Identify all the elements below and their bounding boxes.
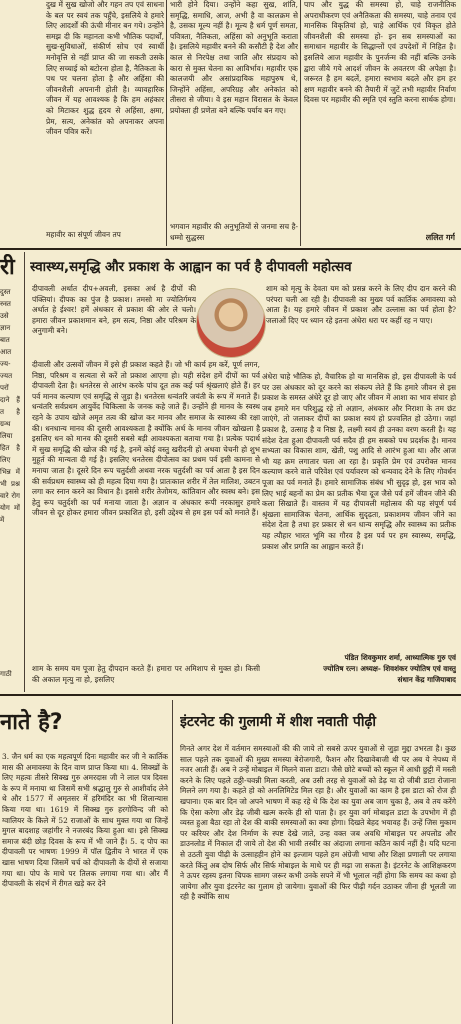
column-divider xyxy=(172,700,173,1024)
column-divider xyxy=(166,0,167,246)
article-col-right-top: शाम को मृत्यु के देवता यम को प्रसन्न करने के लिए दीप दान करने की परंपरा चली आ रही है। दीपावली का मुख्य पर्व कार्तिक अमावस्या को आता है। यह हमारे जीवन में प्रकाश और उल्लास का पर्व होता है? जलाओं दिए पर ध्यान रहे इतना अंधेरा धरा पर कहीं रह न पाए। xyxy=(266,284,456,325)
top-col1-text: दुख में सुख खोजो और गहन तप एवं साधना के बल पर स्वयं तक पहुँचे, इसलिये वे हमारे लिए आदर्शों की ऊंची मीनार बन गये। उन्होंने समझ दी कि महानता कभी भौतिक पदार्थों, सुख-सुविधाओं, संकीर्ण सोच एवं स्वार्थी मनोवृत्ति से नहीं प्राप्त की जा सकती उसके लिए सच्चाई को बटोरना होता है, नैतिकता के पथ पर चलना होता है और अहिंसा की जीवनशैली अपनानी होती है। व्यावहारिक जीवन में यह आवश्यक है कि हम अहंकार को मिटाकर शुद्ध हृदय से अहिंसा, क्षमा, प्रेम, सत्य, अनेकांत को अपनाकर अपना जीवन पवित्र करें। xyxy=(46,0,164,137)
article-headline: स्वास्थ्य,समृद्धि और प्रकाश के आह्वान का पर्व है दीपावली महोत्सव xyxy=(30,260,352,275)
top-article-col1 xyxy=(46,0,164,228)
author-credit-line2: ज्योतिष रत्न। अध्यक्ष- शिवशंकर ज्योतिष एवं वास्तु xyxy=(323,664,456,673)
left-strip-heading: री xyxy=(0,255,15,280)
article-col-left-intro: दीपावली अर्थात दीप+अवली, इसका अर्थ है दीपों की पंक्तियां। दीपक का पुंज है प्रकाश। तमसो मा ज्योतिर्गमय अर्थात हे ईश्वर! हमें अंधकार से प्रकाश की ओर ले चलो। हमारा जीवन प्रकाशमान बने, हम सत्य, निष्ठा और परिश्रम के अनुगामी बने। xyxy=(32,284,196,336)
section-divider xyxy=(0,694,461,696)
author-photo xyxy=(196,288,266,358)
left-strip-end: गाठी xyxy=(0,670,12,678)
top-article-col2 xyxy=(170,0,298,218)
top-col2-text: भारी होने दिया। उन्होंने कहा सुख, शांति, समृद्धि, समाधि, आज, अभी है वा कालक्रम से है, उसका मूल्य नहीं है। मूल्य है धर्म पूर्ण समता, पवित्रता, नैतिकता, अहिंसा को अनुभूति कराता है। इसलिये महावीर बनने की कसौटी है देश और काल से निरपेक्ष तथा जाति और संप्रदाय को कारा से मुक्त चेतना का आविर्भाव। महावीर एक कालजयी और असांप्रदायिक महापुरुष थे, जिन्होंने अहिंसा, अपरिग्रह और अनेकांत को तीसरा से जीया। वे इस महान विरासत के केवल प्रयोक्ता ही प्रणेता बने बल्कि पर्याय बन गए। xyxy=(170,0,298,115)
bottom-right-headline: इंटरनेट की गुलामी में शीश नवाती पीढ़ी xyxy=(180,714,377,730)
top-col3-text: पाप और युद्ध की समस्या हो, चाहे राजनीतिक अपराधीकरण एवं अनैतिकता की समस्या, चाहे तनाव एवं मानसिक विकृतियां हो, चाहे आर्थिक एवं विकृत होते जीवनशैली की समस्या हो- इन सब समस्याओं का समाधान महावीर के सिद्धान्तों एवं उपदेशों में निहित है। इसलिये आज महावीर के पुनर्जन्म की नहीं बल्कि उनके द्वारा जीये गये आदर्श जीवन के अवतरण की अपेक्षा है। जरूरत है हम बदलें, हमारा स्वभाव बदले और हम हर क्षण महावीर बनने की तैयारी में जुटें तभी महावीर निर्वाण दिवस पर महावीर की स्मृति एवं स्तुति करना सार्थक होगा। xyxy=(304,0,456,105)
top-article-col2-end: भगवान महावीर की अनुभूतियों से जनमा सच है-धम्मो सुद्धस्स xyxy=(170,222,298,242)
column-divider xyxy=(300,0,301,246)
author-credit xyxy=(262,652,456,685)
article-col-right: अंधेरा चाहे भौतिक हो, वैचारिक हो या मानसिक हो, इस दीपावली के पर्व पर उस अंधकार को दूर करने का संकल्प लेते हैं कि हमारे जीवन से इस प्रकाश के समस्त अंधेरे दूर हो जाए और जीवन में आशा का भाव संचार हो जब हमारे मन परिशुद्ध रहे तो अज्ञान, अंधकार और निराशा के तम छंट जाएंगे, तो जलाकर दीपों का प्रकाश स्वयं हो प्रज्वलित हो उठेगा। जहां प्रकाश है, उत्साह है व निष्ठा है, लक्ष्मी स्वयं ही उनका वरण करती है। यह संदेश देता हुआ दीपावली पर्व सदैव ही हम सबको पथ प्रदर्शक है। मानव सभ्यता का विकास शाम, खेती, पशु आदि से आरंभ हुआ था। और आज भी यह क्रम लगातार चला आ रहा है। प्रकृति प्रेम एवं उपरोक्त मानव कल्याण करने वाले परिवेश एवं पर्यावरण को धन्यवाद देने के लिए गोवर्धन पूजा का पर्व मनाते हैं। हमारे सामाजिक संबंध भी सुदृढ़ हो, इस भाव को लिए भाई बहनों का प्रेम का प्रतीक भैया दूज जैसे पर्व हमें जीवन जीने की कला सिखाते हैं। वास्तव में यह दीपावली महोत्सव की यह संपूर्ण पर्व श्रृंखला सामाजिक चेतना, आर्थिक सुदृढ़ता, प्रकाशमय जीवन जीने का संदेश देता है तथा हर प्रकार से धन धान्य समृद्धि और स्वास्थ्य का प्रतीक यह त्यौहार भारत भूमि का गौरव है इस पर्व पर हम स्वास्थ्य, समृद्धि, प्रकाश और प्रगति का आह्वान करते हैं। xyxy=(262,372,456,551)
author-credit-line1: पंडित शिवकुमार शर्मा, आध्यात्मिक गुरु एवं xyxy=(344,653,456,662)
bottom-right-text: गिनते अगर देश में वर्तमान समस्याओं की की जाये तो सबसे ऊपर युवाओं से जुड़ा मुद्दा उभरता है। कुछ साल पहले तक युवाओं की मुख्य समस्या बेरोजगारी, फैशन और दिखावेबाजी थी पर अब ये नेपथ्य में नजर आती हैं। अब ने उन्हें मोबाइल में मिलने वाला डाटा। जैसे छोटे बच्चों को स्कूल में आधी छुट्टी में मस्ती करने के लिए पहले ठठ्ठी-चवन्नी मिला करती, अब उसी तरह से युवाओं को डेढ़ या दो जीबी डाटा रोजाना मिलने लग गया है। कहते हो को अनलिमिटेड मिल रहा है। और युवाओं का काम है इस डाटा को रोज ही खपाना। एक बार दिन जो अपने भाषण में कह रहे थे कि देश का युवा अब जाग चुका है, अब वे तय करेंगे कि ऐसा करेगा और डेढ़ जीबी खत्म करके ही सो पाता है। हर युवा वर्ग मोबाइल डाटा के उपभोग में ही व्यस्त हुआ बैठा रहा तो देश की बाकी समस्याओं का क्या होगा। दिखते बेहद भयावह हैं। उन्हें जिस मुकाम पर करियर और देश निर्माण के स्पष्ट देखे जाते, उन्ह वक्त जब अवधि मोबाइल पर अपलोड और डाउनलोड में निकाल दी जाये तो देश की भावी तस्वीर का अंदाजा लगाना कठिन कार्य नहीं है। यदि घटना से उठती युवा पीढ़ी के उत्साहहीन होने का इल्जाम पहले हम अंग्रेजी भाषा और शिक्षा प्रणाली पर लगाया करते किंतु अब दोष सिर्फ और सिर्फ मोबाइल के माथे पर ही मढ़ा जा सकता है। इंटरनेट के आशिक्षकरण ने ऊपर रहस्य इतना चिपक सामग जरूर कभी उनके सपने में भी भूलाल नहीं होगा कि समय का कथा हो जायेगा और युवा इंटरनेट का गुलाम हो जायेगा। युवाओं की फिर पीढ़ी गर्दन उठाकर जीना ही भूलती जा रही है क्योंकि साथ xyxy=(180,744,456,902)
top-byline: ललित गर्ग xyxy=(425,232,455,242)
article-col-left: दीवाली और उत्सवों जीवन में इसे ही प्रकाश कहते हैं। जो भी कार्य हम करें, पूर्ण लगन, निष्ठा, परिश्रम व सत्यता से करें तो प्रकाश आएगा हो। यही संदेश हमें दीपों का पर्व दीपावली देता है। धनतेरस से आरंभ करके पांच दूत तक कई पर्व श्रृंखलाएं होते हैं। हर पर्व मानव कल्याण एवं समृद्धि से जुड़ा है। धनतेरस धन्वंतरि जयंती के रूप में मनाते हैं। धन्वंतरि सर्वप्रथम आयुर्वेद चिकित्सा के जनक कहे जाते हैं। उन्होंने ही मानव के स्वस्थ रहने के उपाय खोजे अमृत तत्व की खोज कर मानव और समाज के स्वास्थ्य की रक्षा की। धनधान्य मानव की दूसरी आवश्यकता है क्योंकि अर्थ के मानव जीवन खोखला है इसलिए धन को मानव की दूसरी सबसे बड़ी आवश्यकता बताया गया है। प्रत्येक पदार्थ में सुख समृद्धि की खोज की गई है, इनमें कोई वस्तु खरीदनी हो अथवा चेचनी हो शुभ मुहूर्त की मान्यता दी गई है। इसलिए धनतेरस दीपोत्सव का प्रथम पर्व इसी कामना से मनाया जाता है। दूसरे दिन रूप चतुर्दशी अथवा नरक चतुर्दशी का पर्व आता है इस दिन की सर्वप्रथम स्वास्थ्य को ही महत्व दिया गया है। प्रातःकाल शरीर में तेल मालिश, उबटन लगा कर स्नान करने का विधान है। इससे शरीर तेजोमय, कांतिवान और स्वस्थ बने। इस हेतु रूप चतुर्दशी का पर्व मनाया जाता है। अज्ञान व अंधकार रूपी नरकासुर हमारे जीवन से दूर होकर हमारा जीवन प्रकाशित हो, इसी उद्देश्य से हम इस पर्व को मनाते हैं। xyxy=(32,360,260,518)
column-divider xyxy=(24,252,25,692)
bottom-left-headline: नाते है? xyxy=(0,710,63,735)
top-article-col1-end: महावीर का संपूर्ण जीवन तप xyxy=(46,230,121,239)
author-credit-line3: संधान केंद्र गाजियाबाद xyxy=(397,675,456,684)
section-divider xyxy=(0,248,461,250)
bottom-left-text: 3. जैन धर्म का एक महत्वपूर्ण दिनः महावीर कर जी ने कार्तिक मास की अमावस्या के दिन वाण प्राप्त किया था। 4. सिक्खों के लिए महत्वः तीसरे सिक्ख गुरु अमरदास जी ने लाल पत्र दिवस के रूप में मनाया था जिसमें सभी श्रद्धालु गुरु से आशीर्वाद लेने थे और 1577 में अमृतसर में हरिमंदिर का भी शिलान्यास किया गया था। 1619 में सिक्ख गुरु हरगोविन्द जी को ग्वालियर के किले में 52 राजाओं के साथ मुक्त गया था जिन्हें मुगल बादशाह जहांगीर ने नजरबंद किया हुआ था। इसे सिक्ख समाज बंदी छोड़ दिवस के रूप में भी जाने हैं। 5. द पोप का दीपावली पर भाषणः 1999 में पॉल द्वितीय ने भारत में एक खास भाषण दिया जिसमें चर्च को दीपावली के दीयों से सजाया गया था। पोप के माथे पर तिलक लगाया गया था। और मैं दीपावली के संदर्भ में रीगत खड़े कर देने xyxy=(2,752,168,889)
article-col-left-end: शाम के समय यम पूजा हेतु दीपदान करते हैं। हमारा पर अमिशाप से मुक्त हो। किसी की अकाल मृत्यु ना हो, इसलिए xyxy=(32,664,260,684)
left-strip-text: दुस्त रुस्त उसे ज्ञान बात आत ज्य- ज्यत परों दाने हैं त है ग्रन्थ लिया हित है लिए भिन्न में भी प्रश्न वारे रोग योग मों में xyxy=(0,288,20,524)
top-article-col3 xyxy=(304,0,456,230)
